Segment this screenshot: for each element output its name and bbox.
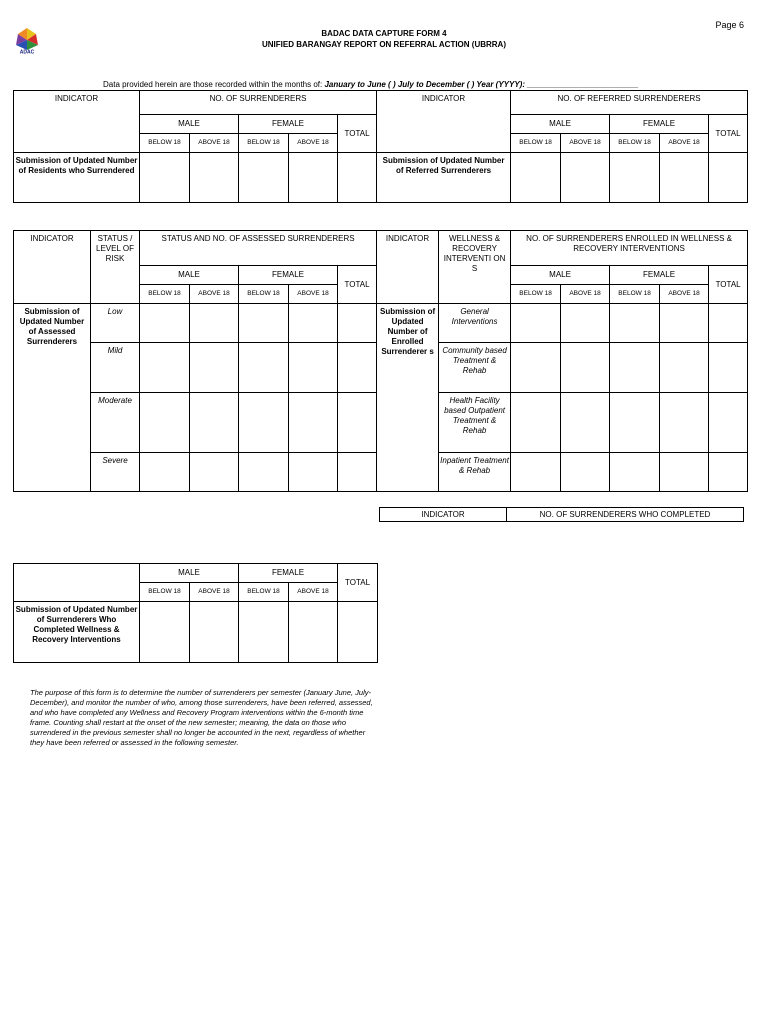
above18-header: ABOVE 18 [289, 285, 338, 304]
above18-header: ABOVE 18 [190, 583, 239, 602]
intervention-outpatient: Health Facility based Outpatient Treatment & Rehab [439, 393, 511, 453]
entry-cell[interactable] [190, 602, 239, 663]
assessed-enrolled-table [13, 230, 748, 492]
above18-header: ABOVE 18 [190, 134, 239, 153]
risk-level-moderate: Moderate [91, 393, 140, 453]
below18-header: BELOW 18 [239, 583, 289, 602]
male-header: MALE [511, 266, 610, 285]
entry-cell[interactable] [338, 602, 378, 663]
entry-cell[interactable] [511, 153, 561, 203]
below18-header: BELOW 18 [239, 285, 289, 304]
female-header: FEMALE [610, 115, 709, 134]
completed-wellness-indicator: Submission of Updated Number of Surrenderers Who Completed Wellness & Recovery Interventions [14, 602, 140, 663]
period-line [103, 80, 638, 89]
entry-cell[interactable] [709, 453, 748, 492]
female-header: FEMALE [239, 564, 338, 583]
above18-header: ABOVE 18 [561, 285, 610, 304]
logo-text: ADAC [19, 49, 35, 54]
entry-cell[interactable] [610, 343, 660, 393]
entry-cell[interactable] [190, 453, 239, 492]
residents-surrendered-indicator: Submission of Updated Number of Residents who Surrendered [14, 153, 140, 203]
indicator-header-blank [14, 564, 140, 602]
below18-header: BELOW 18 [610, 285, 660, 304]
period-options: January to June ( ) July to December ( ) Year (YYYY): _________________________ [324, 80, 639, 89]
indicator-header: INDICATOR [377, 231, 439, 304]
entry-cell[interactable] [709, 393, 748, 453]
entry-cell[interactable] [140, 453, 190, 492]
above18-header: ABOVE 18 [289, 134, 338, 153]
period-prefix: Data provided herein are those recorded within the months of: [103, 80, 323, 89]
female-header: FEMALE [610, 266, 709, 285]
intervention-general: General Interventions [439, 304, 511, 343]
entry-cell[interactable] [660, 343, 709, 393]
male-header: MALE [140, 266, 239, 285]
risk-level-header: STATUS / LEVEL OF RISK [91, 231, 140, 304]
assessed-surrenderers-indicator: Submission of Updated Number of Assessed Surrenderers [14, 304, 91, 492]
entry-cell[interactable] [561, 343, 610, 393]
entry-cell[interactable] [511, 393, 561, 453]
entry-cell[interactable] [338, 153, 377, 203]
below18-header: BELOW 18 [511, 134, 561, 153]
entry-cell[interactable] [561, 153, 610, 203]
entry-cell[interactable] [610, 304, 660, 343]
referred-surrenderers-indicator: Submission of Updated Number of Referred Surrenderers [377, 153, 511, 203]
entry-cell[interactable] [289, 153, 338, 203]
entry-cell[interactable] [709, 343, 748, 393]
total-header: TOTAL [338, 115, 377, 153]
entry-cell[interactable] [338, 453, 377, 492]
entry-cell[interactable] [511, 304, 561, 343]
referred-group-header: NO. OF REFERRED SURRENDERERS [511, 91, 748, 115]
enrolled-group-header: NO. OF SURRENDERERS ENROLLED IN WELLNESS & RECOVERY INTERVENTIONS [511, 231, 748, 266]
entry-cell[interactable] [140, 304, 190, 343]
total-header: TOTAL [338, 266, 377, 304]
below18-header: BELOW 18 [239, 134, 289, 153]
entry-cell[interactable] [190, 304, 239, 343]
surrenderers-group-header: NO. OF SURRENDERERS [140, 91, 377, 115]
intervention-community: Community based Treatment & Rehab [439, 343, 511, 393]
entry-cell[interactable] [709, 153, 748, 203]
risk-level-severe: Severe [91, 453, 140, 492]
entry-cell[interactable] [561, 393, 610, 453]
entry-cell[interactable] [289, 304, 338, 343]
indicator-header: INDICATOR [380, 508, 507, 522]
purpose-note: The purpose of this form is to determine the number of surrenderers per semester (January June, July-December), and monitor the number of who, among those surrenderers, have been referred, assessed, and who have completed any Wellness and Recovery Program interventions within the 6-month time frame. Counting shall restart at the onset of the new semester; meaning, the data on those who surrendered in the previous semester shall no longer be accounted in the next, regardless of whether they have been referred or assessed in the following semester. [30, 688, 373, 747]
entry-cell[interactable] [239, 602, 289, 663]
indicator-header: INDICATOR [14, 231, 91, 304]
entry-cell[interactable] [140, 602, 190, 663]
assessed-group-header: STATUS AND NO. OF ASSESSED SURRENDERERS [140, 231, 377, 266]
entry-cell[interactable] [561, 304, 610, 343]
entry-cell[interactable] [511, 453, 561, 492]
risk-level-mild: Mild [91, 343, 140, 393]
above18-header: ABOVE 18 [660, 134, 709, 153]
entry-cell[interactable] [610, 453, 660, 492]
form-subtitle: UNIFIED BARANGAY REPORT ON REFERRAL ACTION (UBRRA) [261, 40, 506, 49]
male-header: MALE [511, 115, 610, 134]
entry-cell[interactable] [338, 393, 377, 453]
entry-cell[interactable] [660, 453, 709, 492]
completed-group-header: NO. OF SURRENDERERS WHO COMPLETED [507, 508, 744, 522]
entry-cell[interactable] [190, 393, 239, 453]
completed-header-table [379, 507, 744, 522]
page-number: Page 6 [715, 20, 744, 30]
below18-header: BELOW 18 [511, 285, 561, 304]
male-header: MALE [140, 564, 239, 583]
entry-cell[interactable] [190, 343, 239, 393]
entry-cell[interactable] [289, 343, 338, 393]
above18-header: ABOVE 18 [289, 583, 338, 602]
entry-cell[interactable] [239, 304, 289, 343]
entry-cell[interactable] [239, 153, 289, 203]
indicator-header: INDICATOR [14, 91, 140, 153]
entry-cell[interactable] [660, 153, 709, 203]
wellness-header: WELLNESS & RECOVERY INTERVENTI ON S [439, 231, 511, 304]
above18-header: ABOVE 18 [190, 285, 239, 304]
entry-cell[interactable] [660, 304, 709, 343]
enrolled-surrenderers-indicator: Submission of Updated Number of Enrolled Surrenderer s [377, 304, 439, 492]
intervention-inpatient: Inpatient Treatment & Rehab [439, 453, 511, 492]
indicator-header: INDICATOR [377, 91, 511, 153]
entry-cell[interactable] [338, 304, 377, 343]
entry-cell[interactable] [289, 453, 338, 492]
total-header: TOTAL [709, 115, 748, 153]
below18-header: BELOW 18 [140, 285, 190, 304]
above18-header: ABOVE 18 [561, 134, 610, 153]
total-header: TOTAL [338, 564, 378, 602]
male-header: MALE [140, 115, 239, 134]
entry-cell[interactable] [561, 453, 610, 492]
below18-header: BELOW 18 [140, 583, 190, 602]
female-header: FEMALE [239, 115, 338, 134]
completed-wellness-table [13, 563, 378, 663]
entry-cell[interactable] [140, 393, 190, 453]
entry-cell[interactable] [338, 343, 377, 393]
above18-header: ABOVE 18 [660, 285, 709, 304]
entry-cell[interactable] [190, 153, 239, 203]
entry-cell[interactable] [709, 304, 748, 343]
female-header: FEMALE [239, 266, 338, 285]
total-header: TOTAL [709, 266, 748, 304]
entry-cell[interactable] [289, 393, 338, 453]
entry-cell[interactable] [289, 602, 338, 663]
surrenderers-referral-table [13, 90, 748, 203]
below18-header: BELOW 18 [140, 134, 190, 153]
entry-cell[interactable] [239, 393, 289, 453]
entry-cell[interactable] [140, 343, 190, 393]
entry-cell[interactable] [511, 343, 561, 393]
entry-cell[interactable] [239, 453, 289, 492]
entry-cell[interactable] [660, 393, 709, 453]
below18-header: BELOW 18 [610, 134, 660, 153]
entry-cell[interactable] [610, 153, 660, 203]
entry-cell[interactable] [239, 343, 289, 393]
risk-level-low: Low [91, 304, 140, 343]
entry-cell[interactable] [140, 153, 190, 203]
form-title: BADAC DATA CAPTURE FORM 4 [321, 29, 447, 38]
entry-cell[interactable] [610, 393, 660, 453]
